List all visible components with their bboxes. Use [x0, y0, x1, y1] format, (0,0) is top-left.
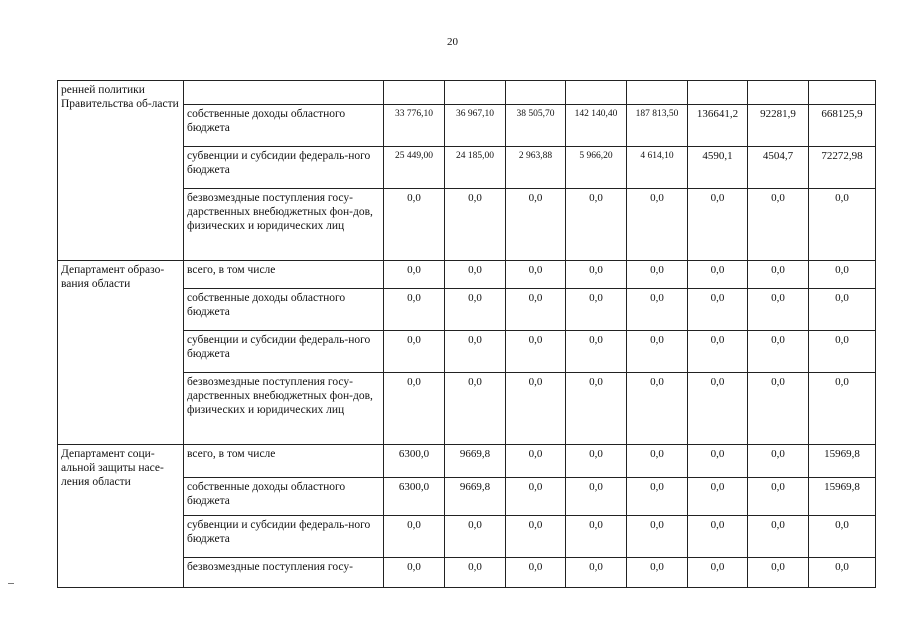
value-cell: 0,0 — [445, 261, 506, 289]
value-cell: 0,0 — [445, 558, 506, 588]
value-cell: 0,0 — [688, 261, 748, 289]
value-cell: 0,0 — [566, 558, 627, 588]
value-cell: 0,0 — [748, 516, 809, 558]
value-cell — [445, 81, 506, 105]
value-cell: 0,0 — [748, 558, 809, 588]
value-cell — [688, 81, 748, 105]
value-cell: 0,0 — [688, 445, 748, 478]
value-cell: 0,0 — [748, 261, 809, 289]
value-cell: 0,0 — [506, 331, 566, 373]
value-cell: 38 505,70 — [506, 105, 566, 147]
value-cell: 6300,0 — [384, 478, 445, 516]
value-cell — [809, 81, 876, 105]
value-cell: 0,0 — [688, 331, 748, 373]
budget-table — [57, 80, 876, 588]
value-cell: 24 185,00 — [445, 147, 506, 189]
value-cell: 0,0 — [748, 331, 809, 373]
value-cell: 92281,9 — [748, 105, 809, 147]
value-cell: 4 614,10 — [627, 147, 688, 189]
value-cell: 25 449,00 — [384, 147, 445, 189]
value-cell: 0,0 — [627, 289, 688, 331]
funding-source-cell: безвозмездные поступления госу-дарственных внебюджетных фон-дов, физических и юридических лиц — [184, 373, 384, 445]
value-cell: 0,0 — [506, 373, 566, 445]
table-row — [58, 261, 876, 289]
value-cell — [748, 81, 809, 105]
organization-cell: Департамент образо-вания области — [58, 261, 184, 445]
funding-source-cell: всего, в том числе — [184, 445, 384, 478]
value-cell: 0,0 — [506, 516, 566, 558]
value-cell: 0,0 — [384, 558, 445, 588]
value-cell: 668125,9 — [809, 105, 876, 147]
value-cell — [566, 81, 627, 105]
value-cell: 9669,8 — [445, 445, 506, 478]
value-cell: 0,0 — [688, 478, 748, 516]
value-cell — [384, 81, 445, 105]
value-cell: 136641,2 — [688, 105, 748, 147]
value-cell: 4504,7 — [748, 147, 809, 189]
value-cell: 0,0 — [384, 189, 445, 261]
value-cell: 15969,8 — [809, 445, 876, 478]
organization-cell: Департамент соци-альной защиты насе-ления области — [58, 445, 184, 588]
value-cell: 0,0 — [627, 478, 688, 516]
value-cell: 0,0 — [809, 558, 876, 588]
value-cell: 0,0 — [384, 289, 445, 331]
funding-source-cell: всего, в том числе — [184, 261, 384, 289]
value-cell: 0,0 — [809, 331, 876, 373]
page-number: 20 — [447, 36, 458, 48]
value-cell: 0,0 — [384, 373, 445, 445]
funding-source-cell: субвенции и субсидии федераль-ного бюджета — [184, 516, 384, 558]
value-cell: 0,0 — [809, 289, 876, 331]
value-cell: 0,0 — [384, 261, 445, 289]
value-cell: 0,0 — [627, 373, 688, 445]
value-cell: 0,0 — [627, 331, 688, 373]
funding-source-cell — [184, 81, 384, 105]
value-cell: 0,0 — [809, 373, 876, 445]
table-row — [58, 81, 876, 105]
value-cell: 0,0 — [384, 331, 445, 373]
value-cell: 0,0 — [748, 373, 809, 445]
value-cell: 0,0 — [506, 189, 566, 261]
value-cell: 142 140,40 — [566, 105, 627, 147]
value-cell: 187 813,50 — [627, 105, 688, 147]
value-cell: 0,0 — [748, 445, 809, 478]
value-cell: 0,0 — [506, 261, 566, 289]
value-cell: 0,0 — [566, 445, 627, 478]
value-cell: 0,0 — [809, 516, 876, 558]
value-cell: 0,0 — [566, 331, 627, 373]
value-cell — [506, 81, 566, 105]
value-cell: 0,0 — [748, 289, 809, 331]
value-cell: 0,0 — [688, 289, 748, 331]
value-cell: 0,0 — [627, 558, 688, 588]
funding-source-cell: собственные доходы областного бюджета — [184, 478, 384, 516]
funding-source-cell: безвозмездные поступления госу-дарственных внебюджетных фон-дов, физических и юридических лиц — [184, 189, 384, 261]
value-cell: 33 776,10 — [384, 105, 445, 147]
value-cell — [627, 81, 688, 105]
value-cell: 0,0 — [445, 516, 506, 558]
funding-source-cell: собственные доходы областного бюджета — [184, 289, 384, 331]
funding-source-cell: субвенции и субсидии федераль-ного бюджета — [184, 331, 384, 373]
value-cell: 15969,8 — [809, 478, 876, 516]
value-cell: 0,0 — [506, 289, 566, 331]
value-cell: 0,0 — [688, 373, 748, 445]
value-cell: 36 967,10 — [445, 105, 506, 147]
value-cell: 2 963,88 — [506, 147, 566, 189]
funding-source-cell: безвозмездные поступления госу- — [184, 558, 384, 588]
value-cell: 0,0 — [566, 478, 627, 516]
value-cell: 0,0 — [688, 558, 748, 588]
funding-source-cell: субвенции и субсидии федераль-ного бюджета — [184, 147, 384, 189]
value-cell: 5 966,20 — [566, 147, 627, 189]
value-cell: 6300,0 — [384, 445, 445, 478]
value-cell: 0,0 — [566, 516, 627, 558]
value-cell: 0,0 — [506, 445, 566, 478]
value-cell: 0,0 — [566, 261, 627, 289]
value-cell: 0,0 — [384, 516, 445, 558]
value-cell: 4590,1 — [688, 147, 748, 189]
organization-cell: ренней политики Правительства об-ласти — [58, 81, 184, 261]
table-row — [58, 445, 876, 478]
value-cell: 0,0 — [445, 373, 506, 445]
scan-artifact — [8, 583, 14, 584]
value-cell: 0,0 — [445, 289, 506, 331]
value-cell: 72272,98 — [809, 147, 876, 189]
value-cell: 0,0 — [445, 189, 506, 261]
value-cell: 0,0 — [627, 189, 688, 261]
value-cell: 0,0 — [809, 261, 876, 289]
value-cell: 0,0 — [566, 289, 627, 331]
value-cell: 0,0 — [688, 189, 748, 261]
value-cell: 0,0 — [688, 516, 748, 558]
value-cell: 0,0 — [809, 189, 876, 261]
value-cell: 0,0 — [445, 331, 506, 373]
value-cell: 0,0 — [627, 516, 688, 558]
value-cell: 0,0 — [627, 261, 688, 289]
funding-source-cell: собственные доходы областного бюджета — [184, 105, 384, 147]
value-cell: 0,0 — [566, 373, 627, 445]
value-cell: 0,0 — [627, 445, 688, 478]
value-cell: 0,0 — [506, 478, 566, 516]
value-cell: 0,0 — [748, 478, 809, 516]
value-cell: 0,0 — [566, 189, 627, 261]
value-cell: 9669,8 — [445, 478, 506, 516]
value-cell: 0,0 — [506, 558, 566, 588]
value-cell: 0,0 — [748, 189, 809, 261]
